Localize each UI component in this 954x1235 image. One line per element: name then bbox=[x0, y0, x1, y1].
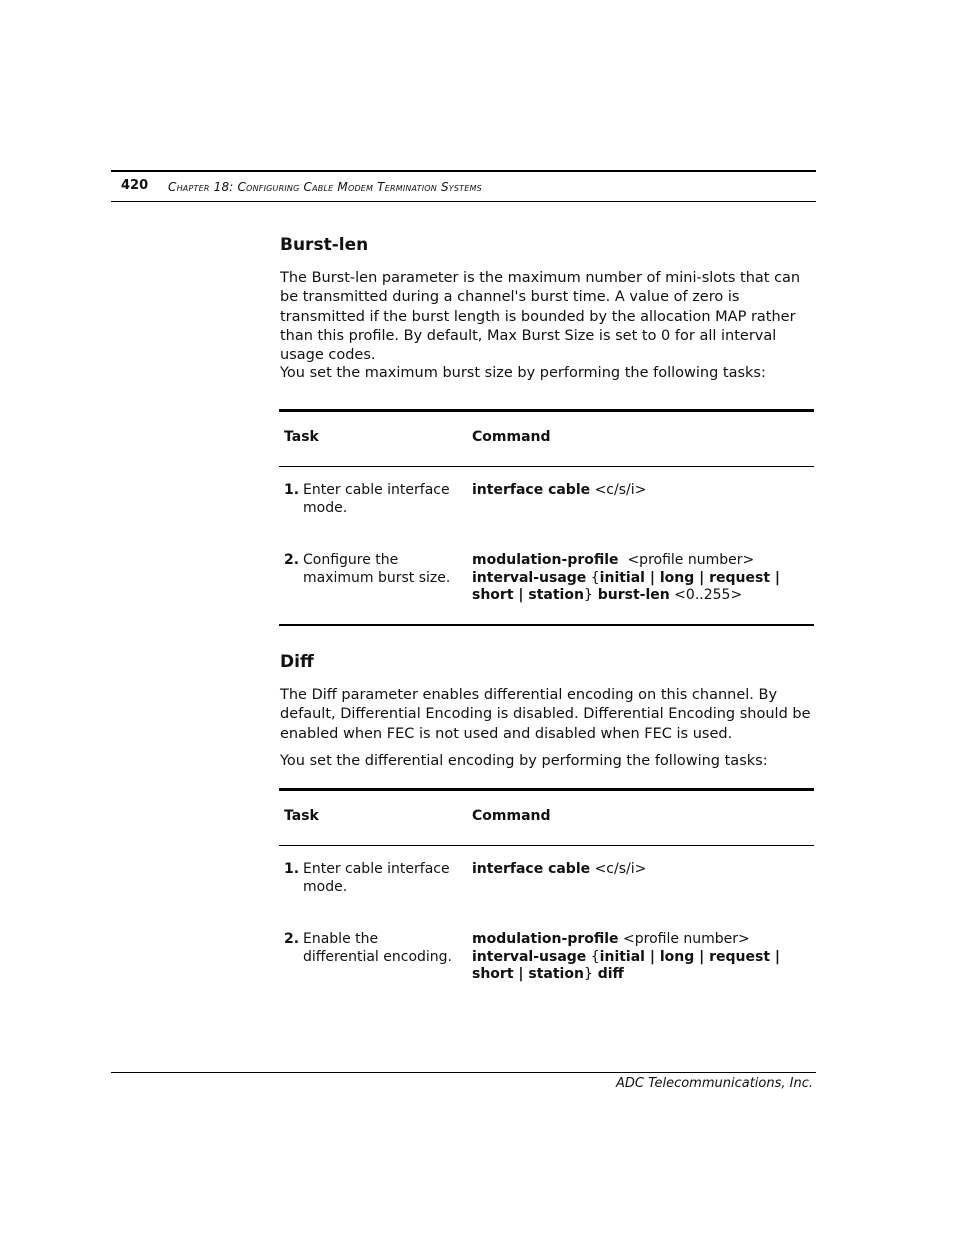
command-keyword: interval-usage bbox=[472, 569, 587, 586]
step-number: 1. bbox=[284, 861, 300, 877]
task-description: Enter cable interface mode. bbox=[303, 861, 450, 895]
column-header-task: Task bbox=[284, 808, 319, 824]
command-brace: } bbox=[583, 966, 593, 982]
burst-len-paragraph: The Burst-len parameter is the maximum number of mini-slots that can be transmitted during a channel's burst time. A value of zero is transmitted if the burst length is bounded by the allocation MAP rather than this profile. By default, Max Burst Size is set to 0 for all interval usage codes. bbox=[280, 270, 801, 364]
step-number: 1. bbox=[284, 482, 300, 498]
step-number: 2. bbox=[284, 931, 300, 947]
command-keyword: interface cable bbox=[472, 482, 591, 498]
command-brace: } bbox=[583, 587, 593, 603]
command-syntax bbox=[472, 931, 812, 984]
command-options: initial | long | request | short | station bbox=[472, 948, 780, 982]
command-syntax bbox=[472, 482, 812, 500]
footer-rule bbox=[111, 1072, 816, 1073]
step-number: 2. bbox=[284, 552, 300, 568]
command-syntax bbox=[472, 552, 812, 605]
command-keyword: diff bbox=[592, 966, 624, 982]
command-argument: <0..255> bbox=[669, 587, 743, 603]
table-top-rule bbox=[279, 409, 814, 412]
command-keyword: interval-usage bbox=[472, 948, 587, 965]
footer-company: ADC Telecommunications, Inc. bbox=[616, 1076, 813, 1091]
column-header-command: Command bbox=[472, 429, 551, 445]
page-number: 420 bbox=[121, 178, 149, 193]
burst-len-intro: You set the maximum burst size by performing the following tasks: bbox=[280, 365, 766, 381]
command-keyword: modulation-profile bbox=[472, 552, 619, 568]
diff-intro: You set the differential encoding by performing the following tasks: bbox=[280, 753, 768, 769]
command-options: initial | long | request | short | station bbox=[472, 569, 780, 603]
table-top-rule bbox=[279, 788, 814, 791]
command-keyword: burst-len bbox=[592, 587, 670, 603]
column-header-command: Command bbox=[472, 808, 551, 824]
table-header-rule bbox=[279, 466, 814, 467]
section-heading-diff: Diff bbox=[280, 652, 314, 672]
command-brace: { bbox=[586, 569, 600, 586]
header-top-rule bbox=[111, 170, 816, 172]
section-heading-burst-len: Burst-len bbox=[280, 235, 369, 255]
command-argument: <profile number> bbox=[618, 552, 755, 568]
command-brace: { bbox=[586, 948, 600, 965]
running-head: Chapter 18: Configuring Cable Modem Termination Systems bbox=[168, 180, 482, 194]
header-bottom-rule bbox=[111, 201, 816, 202]
task-description: Enable the differential encoding. bbox=[303, 931, 453, 965]
diff-paragraph: The Diff parameter enables differential encoding on this channel. By default, Differential Encoding is disabled. Differential Encoding should be enabled when FEC is not used and disabled when FEC is used. bbox=[280, 687, 811, 742]
table-header-rule bbox=[279, 845, 814, 846]
command-syntax bbox=[472, 861, 812, 879]
command-keyword: interface cable bbox=[472, 861, 591, 877]
command-argument: <c/s/i> bbox=[590, 861, 647, 877]
command-keyword: modulation-profile bbox=[472, 931, 619, 947]
task-description: Configure the maximum burst size. bbox=[303, 552, 451, 586]
command-argument: <profile number> bbox=[618, 931, 750, 947]
column-header-task: Task bbox=[284, 429, 319, 445]
command-argument: <c/s/i> bbox=[590, 482, 647, 498]
table-bottom-rule bbox=[279, 624, 814, 626]
task-description: Enter cable interface mode. bbox=[303, 482, 450, 516]
